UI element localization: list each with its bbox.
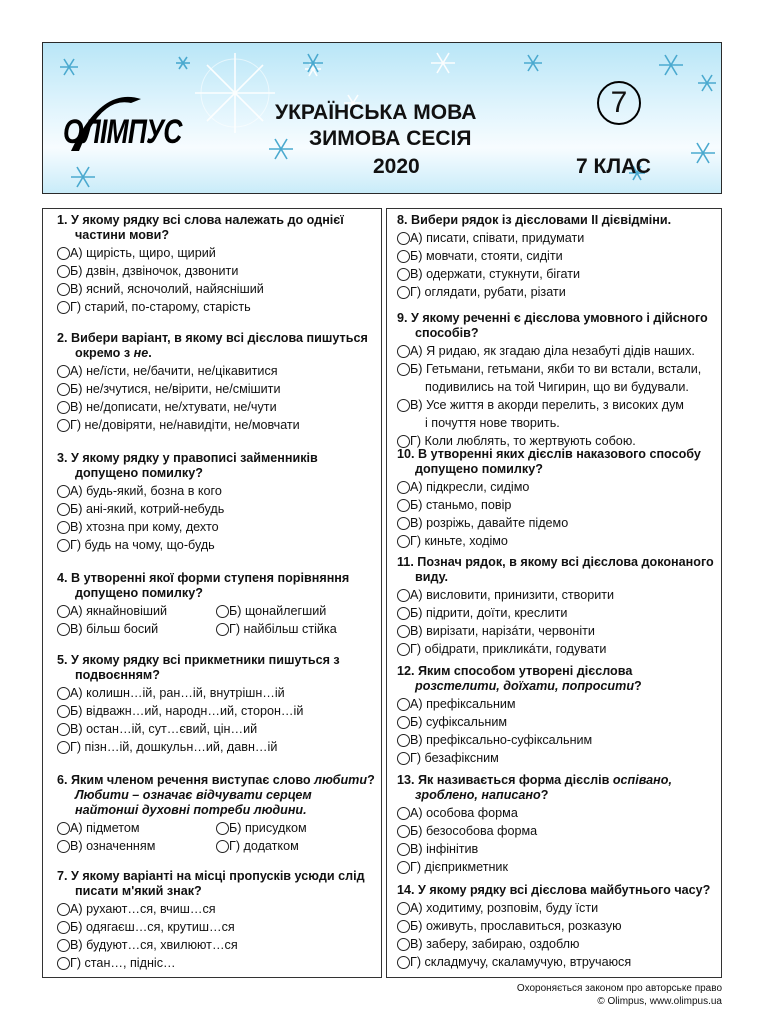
right-column: [386, 208, 722, 978]
radio-circle-icon[interactable]: [397, 232, 410, 245]
radio-circle-icon[interactable]: [397, 625, 410, 638]
option[interactable]: А) щирість, щиро, щирий: [57, 246, 375, 264]
radio-circle-icon[interactable]: [397, 716, 410, 729]
radio-circle-icon[interactable]: [397, 643, 410, 656]
year: 2020: [373, 155, 420, 178]
radio-circle-icon[interactable]: [397, 734, 410, 747]
option[interactable]: А) не/їсти, не/бачити, не/цікавитися: [57, 364, 375, 382]
option[interactable]: В) Усе життя в акорди перелить, з високих дум: [397, 398, 715, 416]
header-banner: [42, 42, 722, 194]
option[interactable]: Г) старий, по-старому, старість: [57, 300, 375, 318]
radio-circle-icon[interactable]: [57, 401, 70, 414]
option[interactable]: А) писати, співати, придумати: [397, 231, 715, 249]
radio-circle-icon[interactable]: [397, 345, 410, 358]
question-3: [57, 451, 375, 556]
radio-circle-icon[interactable]: [397, 250, 410, 263]
radio-circle-icon[interactable]: [57, 265, 70, 278]
radio-circle-icon[interactable]: [57, 283, 70, 296]
radio-circle-icon[interactable]: [57, 840, 70, 853]
option[interactable]: Г) обідрати, прикликáти, годувати: [397, 642, 715, 660]
radio-circle-icon[interactable]: [397, 752, 410, 765]
option[interactable]: Б) ані-який, котрий-небудь: [57, 502, 375, 520]
option[interactable]: А) ходитиму, розповім, буду їсти: [397, 901, 715, 919]
radio-circle-icon[interactable]: [397, 956, 410, 969]
option[interactable]: В) префіксально-суфіксальним: [397, 733, 715, 751]
option[interactable]: В) ясний, ясночолий, найясніший: [57, 282, 375, 300]
radio-circle-icon[interactable]: [57, 247, 70, 260]
copyright-notice: Охороняється законом про авторське право: [516, 983, 722, 994]
option[interactable]: Б) присудком: [216, 821, 375, 839]
copyright-site: © Olimpus, www.olimpus.ua: [597, 996, 722, 1007]
option[interactable]: Г) Коли люблять, то жертвують собою.: [397, 434, 715, 452]
radio-circle-icon[interactable]: [57, 301, 70, 314]
option[interactable]: А) особова форма: [397, 806, 715, 824]
option[interactable]: Б) щонайлегший: [216, 604, 375, 622]
option[interactable]: Б) не/зчутися, не/вірити, не/смішити: [57, 382, 375, 400]
option[interactable]: В) розріжь, давайте підемо: [397, 516, 715, 534]
question-text: 14. У якому рядку всі дієслова майбутнього часу?: [397, 883, 711, 897]
radio-circle-icon[interactable]: [397, 607, 410, 620]
radio-circle-icon[interactable]: [216, 822, 229, 835]
question-7: [57, 869, 375, 974]
radio-circle-icon[interactable]: [57, 503, 70, 516]
option[interactable]: Г) складмучу, скаламучую, втручаюся: [397, 955, 715, 973]
radio-circle-icon[interactable]: [57, 741, 70, 754]
radio-circle-icon[interactable]: [397, 363, 410, 376]
question-text: 2. Вибери варіант, в якому всі дієслова пишуться окремо з не.: [57, 331, 368, 360]
radio-circle-icon[interactable]: [57, 822, 70, 835]
question-text: 4. В утворенні якої форми ступеня порівняння допущено помилку?: [57, 571, 350, 600]
option[interactable]: А) підметом: [57, 821, 216, 839]
grade-number-badge: 7: [597, 81, 641, 125]
question-text: 1. У якому рядку всі слова належать до однієї частини мови?: [57, 213, 344, 242]
question-text: 5. У якому рядку всі прикметники пишуться з подвоєнням?: [57, 653, 340, 682]
session-title: ЗИМОВА СЕСІЯ: [309, 127, 472, 150]
radio-circle-icon[interactable]: [397, 268, 410, 281]
radio-circle-icon[interactable]: [57, 383, 70, 396]
question-11: [397, 555, 715, 660]
question-1: [57, 213, 375, 318]
option[interactable]: Б) одягаєш…ся, крутиш…ся: [57, 920, 375, 938]
radio-circle-icon[interactable]: [57, 485, 70, 498]
question-6: [57, 773, 375, 857]
radio-circle-icon[interactable]: [216, 840, 229, 853]
option[interactable]: Б) відважн…ий, народн…ий, сторон…ій: [57, 704, 375, 722]
radio-circle-icon[interactable]: [57, 687, 70, 700]
radio-circle-icon[interactable]: [57, 605, 70, 618]
option[interactable]: Г) пізн…ій, дошкульн…ий, давн…ій: [57, 740, 375, 758]
option[interactable]: Б) суфіксальним: [397, 715, 715, 733]
radio-circle-icon[interactable]: [397, 481, 410, 494]
radio-circle-icon[interactable]: [397, 698, 410, 711]
question-4: [57, 571, 375, 640]
question-text: 8. Вибери рядок із дієсловами ІІ дієвідміни.: [397, 213, 672, 227]
option[interactable]: Б) Гетьмани, гетьмани, якби то ви встали, встали,: [397, 362, 715, 380]
question-9: [397, 311, 715, 452]
option[interactable]: В) заберу, забираю, оздоблю: [397, 937, 715, 955]
option[interactable]: Г) додатком: [216, 839, 375, 857]
question-10: [397, 447, 715, 552]
option[interactable]: А) будь-який, бозна в кого: [57, 484, 375, 502]
radio-circle-icon[interactable]: [397, 517, 410, 530]
option[interactable]: В) остан…ій, сут…євий, цін…ий: [57, 722, 375, 740]
option[interactable]: Б) мовчати, стояти, сидіти: [397, 249, 715, 267]
question-text: 13. Як називається форма дієслів оспівано, зроблено, написано?: [397, 773, 672, 802]
option[interactable]: Г) киньте, ходімо: [397, 534, 715, 552]
radio-circle-icon[interactable]: [57, 365, 70, 378]
option[interactable]: Б) оживуть, прославиться, розказую: [397, 919, 715, 937]
question-13: [397, 773, 715, 878]
question-text: 12. Яким способом утворені дієслова розстелити, доїхати, попросити?: [397, 664, 642, 693]
radio-circle-icon[interactable]: [397, 938, 410, 951]
left-column: [42, 208, 382, 978]
option[interactable]: Г) безафіксним: [397, 751, 715, 769]
option[interactable]: Б) підрити, доїти, креслити: [397, 606, 715, 624]
question-2: [57, 331, 375, 436]
option[interactable]: Г) оглядати, рубати, різати: [397, 285, 715, 303]
radio-circle-icon[interactable]: [57, 921, 70, 934]
question-text: 9. У якому реченні є дієслова умовного і дійсного способів?: [397, 311, 708, 340]
option[interactable]: А) якнайновіший: [57, 604, 216, 622]
radio-circle-icon[interactable]: [397, 286, 410, 299]
option[interactable]: Б) безособова форма: [397, 824, 715, 842]
radio-circle-icon[interactable]: [397, 825, 410, 838]
question-14: [397, 883, 715, 973]
question-text: 7. У якому варіанті на місці пропусків усюди слід писати м'який знак?: [57, 869, 365, 898]
radio-circle-icon[interactable]: [216, 623, 229, 636]
option[interactable]: А) колишн…ій, ран…ій, внутрішн…ій: [57, 686, 375, 704]
option[interactable]: В) не/дописати, не/хтувати, не/чути: [57, 400, 375, 418]
subject-title: УКРАЇНСЬКА МОВА: [275, 101, 477, 124]
option[interactable]: Г) дієприкметник: [397, 860, 715, 878]
option[interactable]: А) Я ридаю, як згадаю діла незабуті дідів наших.: [397, 344, 715, 362]
logo-text: ОЛІМПУС: [63, 113, 182, 151]
radio-circle-icon[interactable]: [57, 539, 70, 552]
option[interactable]: В) хтозна при кому, дехто: [57, 520, 375, 538]
option-continuation: і почуття нове творить.: [425, 416, 560, 430]
option-continuation: подивились на той Чигирин, що ви будували.: [425, 380, 689, 394]
radio-circle-icon[interactable]: [57, 939, 70, 952]
question-text: 10. В утворенні яких дієслів наказового способу допущено помилку?: [397, 447, 701, 476]
radio-circle-icon[interactable]: [397, 807, 410, 820]
radio-circle-icon[interactable]: [397, 902, 410, 915]
question-8: [397, 213, 715, 303]
option[interactable]: А) рухают…ся, вчиш…ся: [57, 902, 375, 920]
option[interactable]: А) префіксальним: [397, 697, 715, 715]
option[interactable]: Г) будь на чому, що-будь: [57, 538, 375, 556]
option[interactable]: В) інфінітив: [397, 842, 715, 860]
radio-circle-icon[interactable]: [57, 705, 70, 718]
question-text: 6. Яким членом речення виступає слово любити? Любити – означає відчувати серцем найтонші духовні потреби людини.: [57, 773, 375, 817]
radio-circle-icon[interactable]: [397, 589, 410, 602]
option[interactable]: В) більш босий: [57, 622, 216, 640]
radio-circle-icon[interactable]: [397, 399, 410, 412]
question-5: [57, 653, 375, 758]
radio-circle-icon[interactable]: [216, 605, 229, 618]
option[interactable]: В) одержати, стукнути, бігати: [397, 267, 715, 285]
option[interactable]: В) означенням: [57, 839, 216, 857]
grade-label: 7 КЛАС: [576, 155, 651, 178]
radio-circle-icon[interactable]: [397, 861, 410, 874]
radio-circle-icon[interactable]: [57, 521, 70, 534]
radio-circle-icon[interactable]: [57, 419, 70, 432]
radio-circle-icon[interactable]: [397, 920, 410, 933]
question-text: 3. У якому рядку у правописі займенників допущено помилку?: [57, 451, 318, 480]
option[interactable]: А) підкресли, сидімо: [397, 480, 715, 498]
radio-circle-icon[interactable]: [57, 723, 70, 736]
option[interactable]: Б) станьмо, повір: [397, 498, 715, 516]
option[interactable]: В) будуют…ся, хвилюют…ся: [57, 938, 375, 956]
radio-circle-icon[interactable]: [57, 957, 70, 970]
option[interactable]: Г) не/довіряти, не/навидіти, не/мовчати: [57, 418, 375, 436]
option[interactable]: Б) дзвін, дзвіночок, дзвонити: [57, 264, 375, 282]
option[interactable]: В) вирізати, нарізáти, червоніти: [397, 624, 715, 642]
radio-circle-icon[interactable]: [57, 623, 70, 636]
radio-circle-icon[interactable]: [397, 535, 410, 548]
option[interactable]: А) висловити, принизити, створити: [397, 588, 715, 606]
radio-circle-icon[interactable]: [397, 499, 410, 512]
radio-circle-icon[interactable]: [57, 903, 70, 916]
radio-circle-icon[interactable]: [397, 843, 410, 856]
question-12: [397, 664, 715, 769]
option[interactable]: Г) найбільш стійка: [216, 622, 375, 640]
option[interactable]: Г) стан…, підніс…: [57, 956, 375, 974]
question-text: 11. Познач рядок, в якому всі дієслова доконаного виду.: [397, 555, 714, 584]
